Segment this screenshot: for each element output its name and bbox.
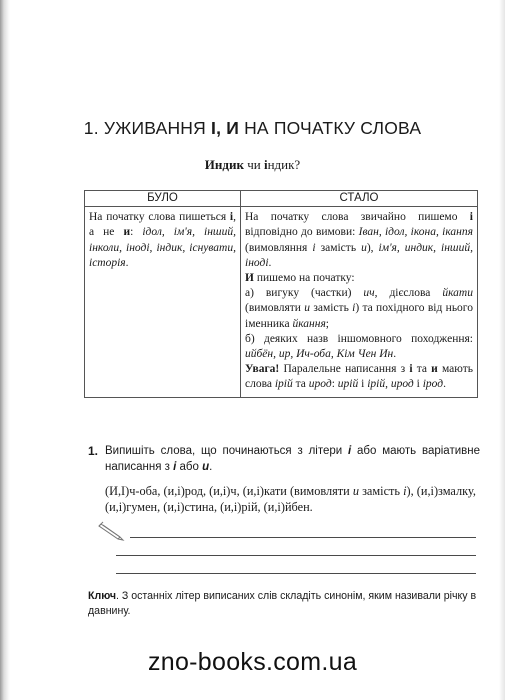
pencil-icon: [98, 520, 128, 542]
rule-i: На початку слова звичайно пишемо і відповідно до вимови: Іван, ідол, ікона, іканпя (вимовляння і замість и), ім'я, индик, інший, іноді.: [245, 211, 473, 269]
header-before: БУЛО: [85, 191, 241, 207]
task-instruction: Випишіть слова, що починаються з літери і або мають варіативне написання з і або и.: [105, 445, 480, 474]
answer-line-1[interactable]: [130, 537, 476, 538]
answer-line-3[interactable]: [116, 573, 476, 574]
page-shadow: [0, 0, 10, 700]
key-note: Ключ. З останніх літер виписаних слів складіть синонім, яким називали річку в давнину.: [88, 590, 477, 617]
section-title: 1. УЖИВАННЯ І, И НА ПОЧАТКУ СЛОВА: [83, 118, 422, 138]
subtitle: Индик чи індик?: [204, 157, 301, 172]
task-number: 1.: [88, 444, 99, 458]
rule-y: И пишемо на початку:: [245, 272, 355, 285]
answer-line-2[interactable]: [116, 555, 476, 556]
cell-before: На початку слова пишеться і, а не и: ідол, ім'я, інший, інколи, іноді, індик, існувати, історія.: [85, 207, 241, 397]
task-words: (И,І)ч-оба, (и,і)род, (и,і)ч, (и,і)кати (вимовляти и замість і), (и,і)змалку, (и,і)гумен, (и,і)стина, (и,і)рій, (и,і)йбен.: [105, 483, 476, 515]
rule-y-b: б) деяких назв іншомовного походження: ийбён, ир, Ич-оба, Кім Чен Ин.: [245, 332, 473, 361]
attention-note: Увага! Паралельне написання з і та и мають слова ірій та ирод: ирій і ірій, ирод і ірод.: [245, 363, 473, 391]
page-edge: [499, 0, 505, 700]
task-1: [88, 443, 480, 516]
header-after: СТАЛО: [241, 191, 478, 207]
cell-after: [241, 207, 478, 397]
rule-y-a: а) вигуку (частки) ич, дієслова йкати (вимовляти и замість і) та похідного від нього іменника йкання;: [245, 287, 473, 330]
comparison-table: [84, 190, 478, 398]
watermark: zno-books.com.ua: [147, 648, 358, 676]
